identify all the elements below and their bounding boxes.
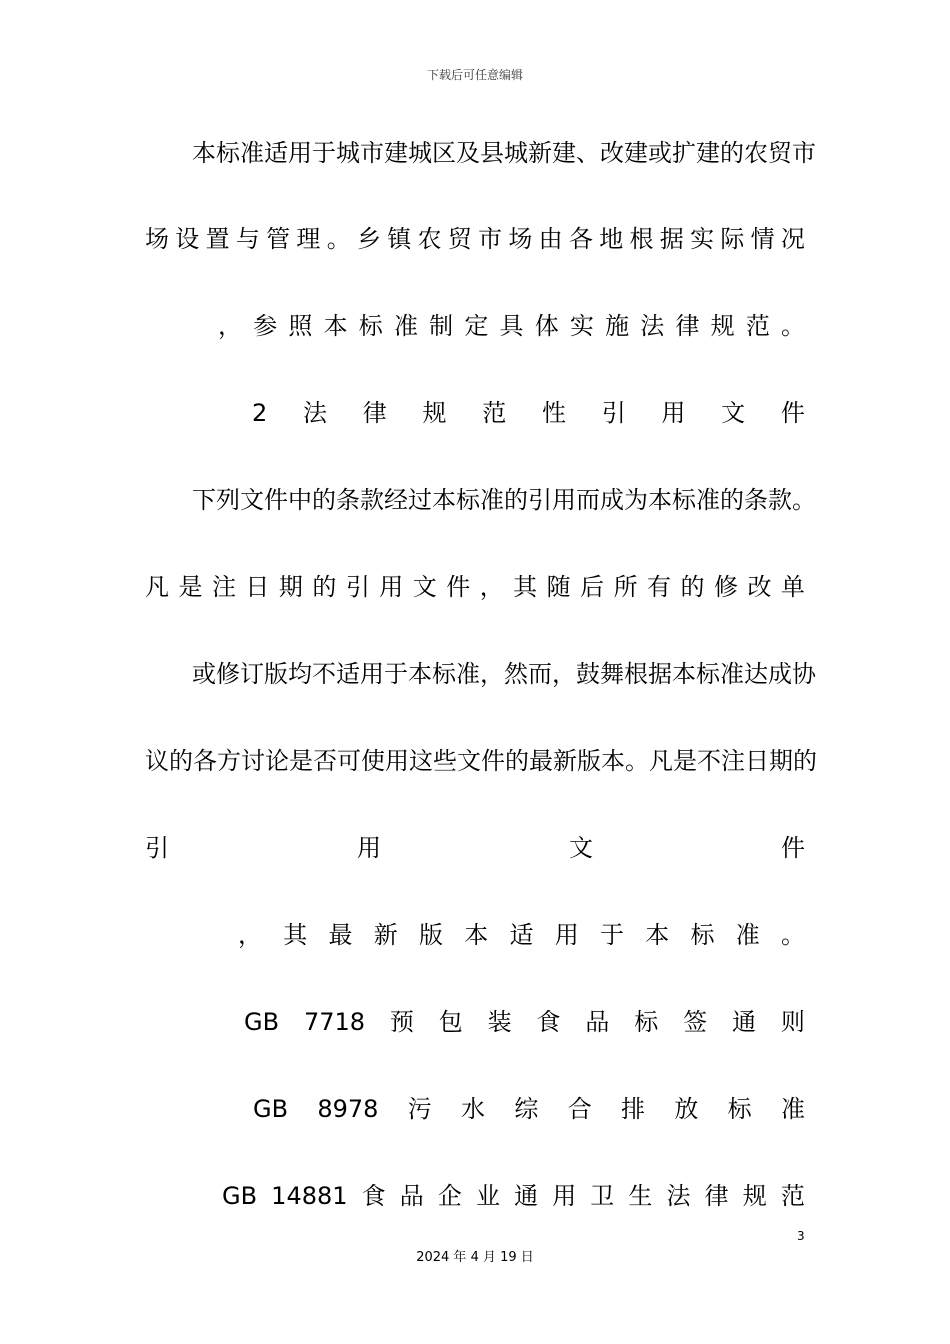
text-glyph: 企 [437,1182,462,1210]
text-glyph: 签 [683,1008,708,1036]
text-glyph: 预 [389,1008,414,1036]
text-glyph: 文 [721,399,746,427]
text-glyph: 通 [732,1008,757,1036]
text-glyph: 件 [446,573,471,601]
text-glyph: 8978 [317,1095,379,1123]
reference-gb-14881 [222,1176,805,1216]
text-glyph: 后 [580,573,605,601]
text-glyph: 理 [296,225,321,253]
text-glyph: 凡 [145,573,169,601]
body-line-3 [218,306,805,346]
text-glyph: 范 [482,399,507,427]
text-glyph: 实 [690,225,715,253]
text-glyph: 引 [345,573,370,601]
text-glyph: 件 [780,399,805,427]
text-glyph: 性 [541,399,566,427]
text-glyph: 版 [419,921,443,949]
text-glyph: 农 [417,225,442,253]
body-line-1: 本标准适用于城市建城区及县城新建、改建或扩建的农贸市 [192,139,816,167]
text-glyph: 7718 [303,1008,366,1036]
text-glyph: 场 [145,225,169,253]
text-glyph: 标 [727,1095,752,1123]
text-glyph: 于 [600,921,624,949]
text-glyph: 施 [605,312,630,340]
text-glyph: 范 [780,1182,805,1210]
text-glyph: 适 [509,921,534,949]
text-glyph: 范 [745,312,770,340]
text-glyph: 用 [552,1182,577,1210]
text-glyph: 准 [780,1095,805,1123]
text-glyph: 规 [742,1182,767,1210]
text-glyph: GB [244,1008,280,1036]
text-glyph: 设 [175,225,200,253]
text-glyph: 用 [379,573,404,601]
text-glyph: 文 [412,573,437,601]
text-glyph: 新 [373,921,398,949]
text-glyph: ， [238,921,262,949]
text-glyph: 最 [328,921,353,949]
section-heading [252,393,805,433]
text-glyph: 置 [205,225,230,253]
text-glyph: 是 [178,573,203,601]
text-glyph: ， [218,312,242,340]
text-glyph: 水 [461,1095,486,1123]
text-glyph: 文 [569,834,593,862]
text-glyph: 放 [674,1095,699,1123]
text-glyph: 法 [666,1182,691,1210]
text-glyph: 的 [680,573,705,601]
text-glyph: 所 [613,573,638,601]
text-glyph: 准 [735,921,760,949]
text-glyph: 14881 [271,1182,348,1210]
text-glyph: 其 [283,921,308,949]
text-glyph: 根 [629,225,654,253]
text-glyph: 定 [464,312,489,340]
body-line-9 [238,915,805,955]
text-glyph: 地 [599,225,624,253]
text-glyph: 法 [303,399,328,427]
text-glyph: 本 [323,312,348,340]
text-glyph: 引 [145,834,169,862]
text-glyph: 合 [567,1095,592,1123]
text-glyph: 通 [514,1182,539,1210]
text-glyph: 贸 [447,225,472,253]
text-glyph: 照 [288,312,313,340]
text-glyph: 管 [266,225,291,253]
text-glyph: 标 [690,921,715,949]
text-glyph: ， [479,573,504,601]
text-glyph: 场 [508,225,533,253]
text-glyph: 包 [438,1008,463,1036]
text-glyph: 注 [211,573,236,601]
text-glyph: 装 [487,1008,512,1036]
text-glyph: 各 [568,225,593,253]
text-glyph: 件 [781,834,805,862]
text-glyph: 镇 [387,225,412,253]
text-glyph: 卫 [590,1182,615,1210]
text-glyph: 。 [781,312,805,340]
text-glyph: 食 [536,1008,561,1036]
text-glyph: 用 [357,834,381,862]
text-glyph: 综 [514,1095,539,1123]
text-glyph: 制 [429,312,454,340]
text-glyph: 参 [253,312,278,340]
text-glyph: 准 [393,312,418,340]
text-glyph: 法 [640,312,665,340]
text-glyph: 排 [621,1095,646,1123]
text-glyph: 的 [312,573,337,601]
text-glyph: 乡 [356,225,381,253]
text-glyph: 体 [534,312,559,340]
text-glyph: 市 [478,225,503,253]
text-glyph: 食 [361,1182,386,1210]
text-glyph: 污 [407,1095,432,1123]
text-glyph: 有 [647,573,672,601]
text-glyph: 本 [464,921,489,949]
body-line-8 [145,828,805,868]
text-glyph: GB [222,1182,258,1210]
text-glyph: 据 [659,225,684,253]
text-glyph: 具 [499,312,524,340]
body-line-5 [145,567,805,607]
text-glyph: 用 [554,921,579,949]
text-glyph: 生 [628,1182,653,1210]
text-glyph: 2 [252,399,268,427]
text-glyph: 。 [781,921,805,949]
text-glyph: 律 [704,1182,729,1210]
text-glyph: 实 [569,312,594,340]
text-glyph: 律 [362,399,387,427]
text-glyph: 其 [513,573,538,601]
text-glyph: 标 [634,1008,659,1036]
text-glyph: 。 [326,225,351,253]
text-glyph: 律 [675,312,700,340]
body-line-4: 下列文件中的条款经过本标准的引用而成为本标准的条款。 [192,486,816,514]
text-glyph: 际 [720,225,745,253]
reference-gb-8978 [253,1089,805,1129]
text-glyph: 标 [358,312,383,340]
text-glyph: 规 [422,399,447,427]
text-glyph: 况 [780,225,805,253]
text-glyph: GB [253,1095,289,1123]
reference-gb-7718 [244,1002,805,1042]
body-line-7: 议的各方讨论是否可使用这些文件的最新版本。凡是不注日期的 [145,747,817,775]
text-glyph: 改 [747,573,772,601]
text-glyph: 由 [538,225,563,253]
text-glyph: 随 [546,573,571,601]
body-line-2 [145,219,805,259]
text-glyph: 与 [235,225,260,253]
page-header: 下载后可任意编辑 [426,68,523,82]
body-line-6: 或修订版均不适用于本标准，然而，鼓舞根据本标准达成协 [192,660,816,688]
text-glyph: 品 [585,1008,610,1036]
text-glyph: 期 [278,573,303,601]
text-glyph: 修 [713,573,738,601]
text-glyph: 本 [645,921,670,949]
text-glyph: 则 [780,1008,805,1036]
text-glyph: 日 [245,573,270,601]
text-glyph: 用 [661,399,686,427]
text-glyph: 引 [601,399,626,427]
text-glyph: 规 [710,312,735,340]
text-glyph: 业 [475,1182,500,1210]
footer-date: 2024 年 4 月 19 日 [416,1250,534,1265]
text-glyph: 情 [750,225,775,253]
page-number: 3 [797,1229,805,1243]
text-glyph: 品 [399,1182,424,1210]
text-glyph: 单 [780,573,805,601]
